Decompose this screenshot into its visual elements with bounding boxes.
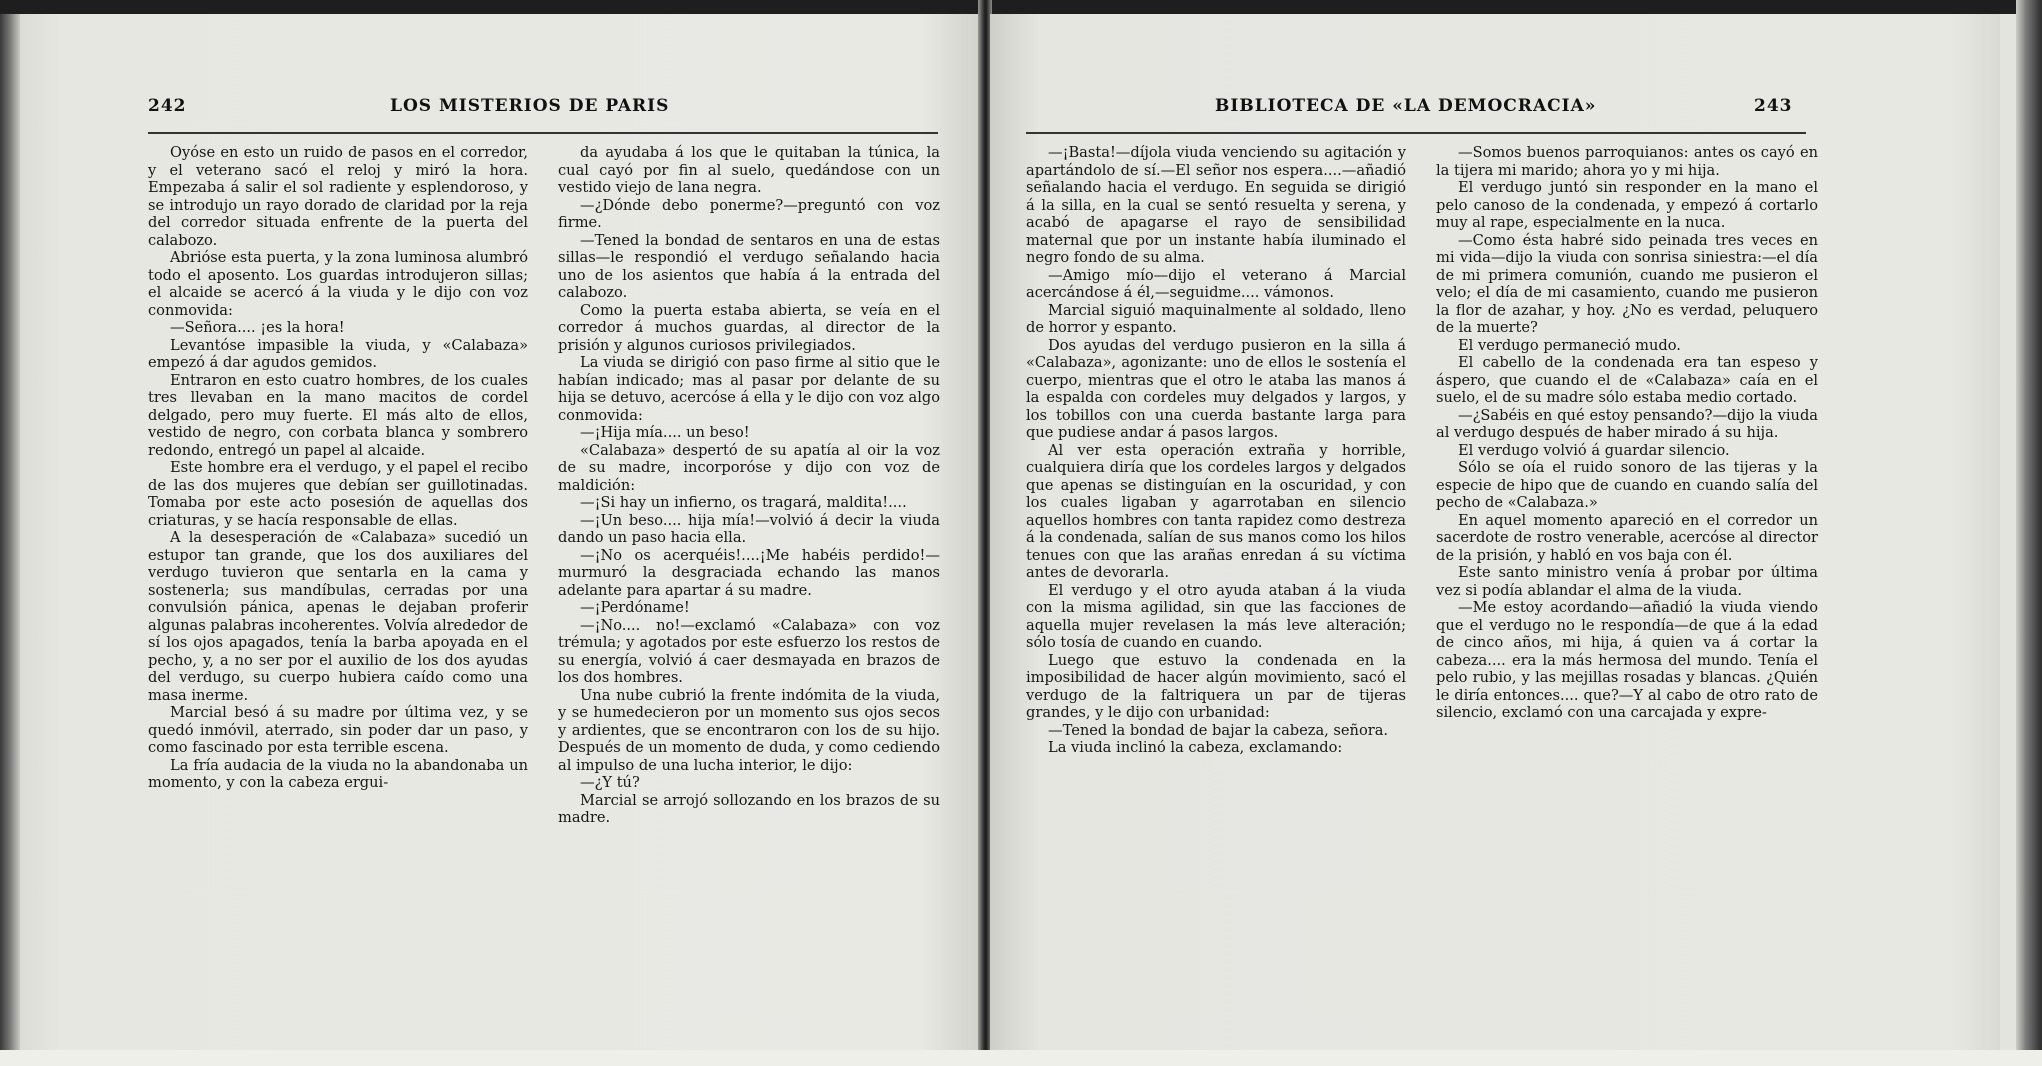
- paragraph: Oyóse en esto un ruido de pasos en el corredor, y el veterano sacó el reloj y miró la hora. Empezaba á salir el sol radiente y esplendoroso, y se introdujo un rayo dorado de claridad por la reja del corredor situada enfrente de la puerta del calabozo.: [148, 144, 528, 249]
- paragraph: Este hombre era el verdugo, y el papel el recibo de las dos mujeres que debían ser guillotinadas. Tomaba por este acto posesión de aquellas dos criaturas, y se hacía responsable de ellas.: [148, 459, 528, 529]
- paragraph: El verdugo volvió á guardar silencio.: [1458, 441, 1730, 459]
- header-rule-right: [1026, 132, 1806, 134]
- paragraph: «Calabaza» despertó de su apatía al oir la voz de su madre, incorporóse y dijo con voz de maldición:: [558, 441, 940, 494]
- left-page: [20, 14, 980, 1050]
- paragraph: Entraron en esto cuatro hombres, de los cuales tres llevaban en la mano macitos de cordel delgado, pero muy fuerte. El más alto de ellos, vestido de negro, con corbata blanca y sombrero redondo, entregó un papel al alcaide.: [148, 371, 528, 459]
- paragraph: Marcial se arrojó sollozando en los brazos de su madre.: [558, 791, 940, 826]
- paragraph: El verdugo juntó sin responder en la mano el pelo canoso de la condenada, y empezó á cortarlo muy al rape, especialmente en la nuca.: [1436, 179, 1818, 231]
- paragraph: —¡Un beso.... hija mía!—volvió á decir la viuda dando un paso hacia ella.: [558, 511, 940, 546]
- paragraph: La fría audacia de la viuda no la abandonaba un momento, y con la cabeza ergui-: [148, 756, 528, 791]
- paragraph: El verdugo y el otro ayuda ataban á la viuda con la misma agilidad, sin que las facciones de aquella mujer revelasen la más leve alteración; sólo tosía de cuando en cuando.: [1026, 581, 1406, 651]
- paragraph: —¡No os acerquéis!....¡Me habéis perdido!—murmuró la desgraciada echando las manos adelante para apartar á su madre.: [558, 546, 940, 599]
- paragraph: La viuda inclinó la cabeza, exclamando:: [1048, 739, 1343, 756]
- paragraph: —¡Perdóname!: [580, 599, 690, 616]
- paragraph: Marcial siguió maquinalmente al soldado, lleno de horror y espanto.: [1026, 301, 1406, 336]
- paragraph: Levantóse impasible la viuda, y «Calabaza» empezó á dar agudos gemidos.: [148, 336, 528, 371]
- paragraph: Luego que estuvo la condenada en la imposibilidad de hacer algún movimiento, sacó el verdugo de la faltriquera un par de tijeras grandes, y le dijo con urbanidad:: [1026, 651, 1406, 721]
- paragraph: La viuda se dirigió con paso firme al sitio que le habían indicado; mas al pasar por delante de su hija se detuvo, acercóse á ella y le dijo con voz algo conmovida:: [558, 354, 940, 424]
- scan-right-edge: [2016, 0, 2042, 1066]
- paragraph: Al ver esta operación extraña y horrible, cualquiera diría que los cordeles largos y delgados que apenas se distinguían en la oscuridad, y con los cuales ligaban y agarrotaban en silencio aquellos hombres con tanta rapidez como destreza á la condenada, salían de sus manos como los hilos tenues con que las arañas enredan á su víctima antes de devorarla.: [1026, 441, 1406, 581]
- right-page-column-2: [1436, 144, 1818, 722]
- paragraph: —Señora.... ¡es la hora!: [170, 319, 345, 336]
- page-number-right: 243: [1754, 96, 1793, 116]
- paragraph: Como la puerta estaba abierta, se veía en el corredor á muchos guardas, al director de la prisión y algunos curiosos privilegiados.: [558, 301, 940, 354]
- page-number-left: 242: [148, 96, 187, 116]
- right-page-column-1: [1026, 144, 1406, 757]
- paragraph: Sólo se oía el ruido sonoro de las tijeras y la especie de hipo que de cuando en cuando salía del pecho de «Calabaza.»: [1436, 459, 1818, 511]
- paragraph: —Tened la bondad de bajar la cabeza, señora.: [1048, 721, 1389, 739]
- paragraph: El verdugo permaneció mudo.: [1458, 336, 1681, 354]
- running-head-left: LOS MISTERIOS DE PARIS: [390, 96, 670, 116]
- left-page-column-2: [558, 144, 940, 827]
- paragraph: El cabello de la condenada era tan espeso y áspero, que cuando el de «Calabaza» caía en el suelo, el de su madre sólo estaba medio cortado.: [1436, 354, 1818, 406]
- paragraph: da ayudaba á los que le quitaban la túnica, la cual cayó por fin al suelo, quedándose con un vestido viejo de lana negra.: [558, 144, 940, 196]
- paragraph: Este santo ministro venía á probar por última vez si podía ablandar el alma de la viuda.: [1436, 564, 1818, 599]
- running-head-right: BIBLIOTECA DE «LA DEMOCRACIA»: [1215, 96, 1597, 116]
- paragraph: —¿Sabéis en qué estoy pensando?—dijo la viuda al verdugo después de haber mirado á su hija.: [1436, 406, 1818, 441]
- scan-top-edge: [0, 0, 2042, 14]
- paragraph: Marcial besó á su madre por última vez, y se quedó inmóvil, aterrado, sin poder dar un paso, y como fascinado por esta terrible escena.: [148, 704, 528, 756]
- paragraph: A la desesperación de «Calabaza» sucedió un estupor tan grande, que los dos auxiliares del verdugo tuvieron que sentarla en la cama y sostenerla; sus mandíbulas, cerradas por una convulsión pánica, apenas le dejaban proferir algunas palabras incoherentes. Volvía alrededor de sí los ojos apagados, tenía la barba apoyada en el pecho, y, a no ser por el auxilio de los dos ayudas del verdugo, su cuerpo hubiera caído como una masa inerme.: [148, 529, 528, 704]
- paragraph: —Me estoy acordando—añadió la viuda viendo que el verdugo no le respondía—de que á la edad de cinco años, mi hija, á quien va á cortar la cabeza.... era la más hermosa del mundo. Tenía el pelo rubio, y las mejillas rosadas y blancas. ¿Quién le diría entonces.... que?—Y al cabo de otro rato de silencio, exclamó con una carcajada y expre-: [1436, 599, 1818, 721]
- left-page-column-1: [148, 144, 528, 792]
- paragraph: Abrióse esta puerta, y la zona luminosa alumbró todo el aposento. Los guardas introdujeron sillas; el alcaide se acercó á la viuda y le dijo con voz conmovida:: [148, 249, 529, 319]
- paragraph: —¡Basta!—díjola viuda venciendo su agitación y apartándolo de sí.—El señor nos espera....—añadió señalando hacia el verdugo. En seguida se dirigió á la silla, en la cual se sentó resuelta y serena, y acabó de apagarse el rayo de sensibilidad maternal que por un instante había iluminado el negro fondo de su alma.: [1026, 144, 1406, 266]
- paragraph: —¿Y tú?: [580, 774, 640, 791]
- paragraph: —¿Dónde debo ponerme?—preguntó con voz firme.: [558, 196, 940, 231]
- header-rule-left: [148, 132, 938, 134]
- paragraph: —¡Si hay un infierno, os tragará, maldita!....: [580, 494, 907, 511]
- paragraph: En aquel momento apareció en el corredor un sacerdote de rostro venerable, acercóse al director de la prisión, y habló en vos baja con él.: [1436, 511, 1818, 564]
- paragraph: —¡Hija mía.... un beso!: [580, 424, 750, 441]
- paragraph: —¡No.... no!—exclamó «Calabaza» con voz trémula; y agotados por este esfuerzo los restos de su energía, volvió á caer desmayada en brazos de los dos hombres.: [558, 616, 940, 686]
- right-page: [990, 14, 2000, 1050]
- paragraph: —Somos buenos parroquianos: antes os cayó en la tijera mi marido; ahora yo y mi hija.: [1436, 144, 1818, 179]
- paragraph: Una nube cubrió la frente indómita de la viuda, y se humedecieron por un momento sus ojos secos y ardientes, que se encontraron con los de su hijo. Después de un momento de duda, y como cediendo al impulso de una lucha interior, le dijo:: [558, 686, 940, 774]
- paragraph: —Amigo mío—dijo el veterano á Marcial acercándose á él,—seguidme.... vámonos.: [1026, 266, 1406, 301]
- paragraph: —Tened la bondad de sentaros en una de estas sillas—le respondió el verdugo señalando hacia uno de los asientos que había á la entrada del calabozo.: [558, 231, 940, 301]
- paragraph: —Como ésta habré sido peinada tres veces en mi vida—dijo la viuda con sonrisa siniestra:—el día de mi primera comunión, cuando me pusieron el velo; el día de mi casamiento, cuando me pusieron la flor de azahar, y hoy. ¿No es verdad, peluquero de la muerte?: [1436, 231, 1818, 336]
- scan-bottom-edge: [0, 1050, 2042, 1066]
- paragraph: Dos ayudas del verdugo pusieron en la silla á «Calabaza», agonizante: uno de ellos le sostenía el cuerpo, mientras que el otro le ataba las manos á la espalda con cordeles muy delgados y largos, y los tobillos con una cuerda bastante larga para que pudiese andar á pasos largos.: [1026, 336, 1406, 441]
